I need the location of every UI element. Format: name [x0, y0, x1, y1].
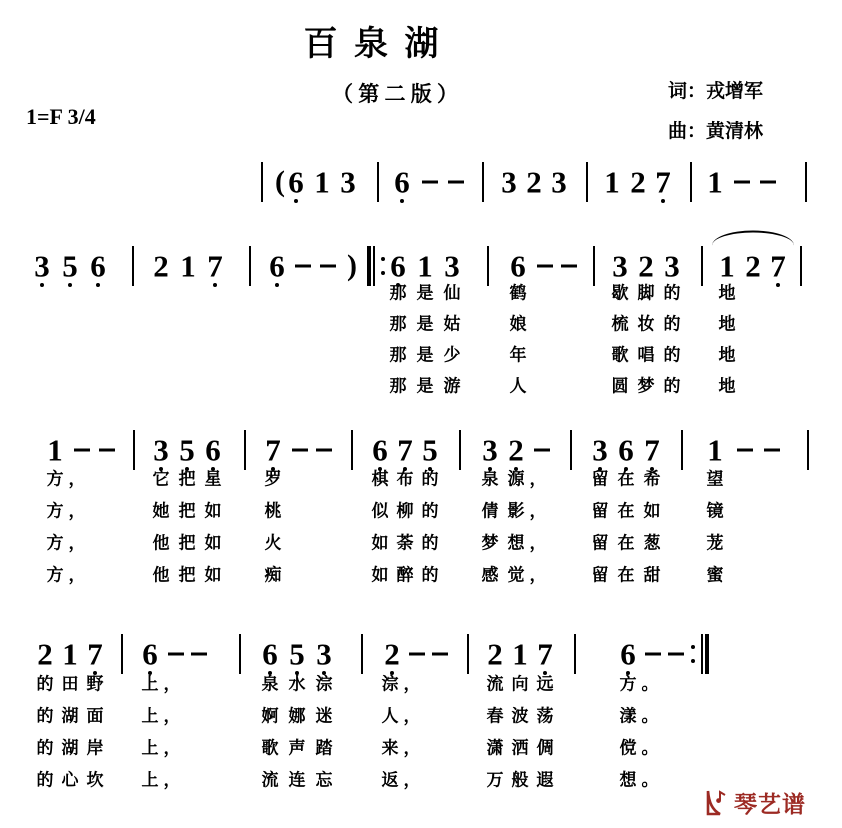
lyric-syllable: 的	[421, 533, 439, 553]
lyric-syllable: 春	[486, 706, 504, 726]
note-6: 6	[142, 636, 158, 672]
note-2: 2	[745, 248, 761, 284]
lyric-syllable: 地	[718, 376, 736, 396]
lyric-syllable: 姑	[443, 314, 461, 334]
lyric-syllable: 潇	[486, 738, 504, 758]
note-5: 5	[179, 432, 195, 468]
lyric-syllable: 仙	[443, 283, 461, 303]
lyric-syllable: 棋	[371, 469, 389, 489]
lyric-syllable: 般	[511, 770, 529, 790]
lyric-syllable: 醉	[396, 565, 414, 585]
lyric-syllable: 方	[46, 469, 64, 489]
lyric-syllable: 在	[617, 501, 635, 521]
note-2: 2	[153, 248, 169, 284]
lyric-syllable: ，	[529, 565, 547, 585]
lyric-syllable: 忘	[315, 770, 333, 790]
lyric-syllable: 蜜	[706, 565, 724, 585]
note-2: 2	[37, 636, 53, 672]
lyric-syllable: 歌	[611, 345, 629, 365]
song-subtitle: （ 第 二 版 ）	[332, 82, 458, 106]
lyric-syllable: 那	[389, 314, 407, 334]
note-1: 1	[180, 248, 196, 284]
lyric-syllable: 梦	[637, 376, 655, 396]
lyric-syllable: 声	[288, 738, 306, 758]
note-6: 6	[390, 248, 406, 284]
note-1: 1	[62, 636, 78, 672]
lyric-syllable: 倜	[536, 738, 554, 758]
lyric-syllable: 。	[641, 674, 659, 694]
note-7: 7	[87, 636, 103, 672]
lyric-syllable: 流	[486, 674, 504, 694]
note-3: 3	[612, 248, 628, 284]
lyric-syllable: 婀	[261, 706, 279, 726]
lyric-syllable: 是	[416, 345, 434, 365]
lyric-syllable: 上	[141, 738, 159, 758]
lyric-syllable: 梦	[481, 533, 499, 553]
lyric-syllable: 。	[641, 738, 659, 758]
parenthesis: (	[275, 165, 285, 198]
lyric-syllable: 在	[617, 533, 635, 553]
lyric-syllable: 是	[416, 314, 434, 334]
lyric-syllable: 上	[141, 674, 159, 694]
note-1: 1	[47, 432, 63, 468]
lyric-syllable: 人	[381, 706, 399, 726]
lyric-syllable: ，	[529, 501, 547, 521]
note-6: 6	[262, 636, 278, 672]
lyric-syllable: 连	[288, 770, 306, 790]
lyric-syllable: ，	[529, 533, 547, 553]
lyric-syllable: 年	[509, 345, 527, 365]
lyric-syllable: 觉	[507, 565, 525, 585]
note-7: 7	[644, 432, 660, 468]
lyric-syllable: 茏	[706, 533, 724, 553]
lyric-syllable: 万	[486, 770, 504, 790]
lyric-syllable: 唱	[637, 345, 655, 365]
note-7: 7	[207, 248, 223, 284]
lyric-syllable: ，	[403, 706, 421, 726]
lyric-syllable: 的	[421, 565, 439, 585]
lyric-syllable: 那	[389, 376, 407, 396]
lyric-syllable: 地	[718, 283, 736, 303]
lyric-syllable: 在	[617, 469, 635, 489]
note-2: 2	[526, 164, 542, 200]
lyric-syllable: 的	[663, 283, 681, 303]
lyric-syllable: 柳	[396, 501, 414, 521]
lyric-syllable: 踏	[315, 738, 333, 758]
lyric-syllable: 把	[178, 565, 196, 585]
lyric-syllable: 迷	[315, 706, 333, 726]
note-2: 2	[487, 636, 503, 672]
lyric-syllable: 痴	[264, 565, 282, 585]
lyric-syllable: 如	[371, 565, 389, 585]
lyric-syllable: 布	[396, 469, 414, 489]
lyric-syllable: 水	[288, 674, 306, 694]
lyric-syllable: 的	[421, 469, 439, 489]
note-7: 7	[655, 164, 671, 200]
lyric-syllable: 那	[389, 345, 407, 365]
lyric-syllable: ，	[403, 674, 421, 694]
lyric-syllable: 想	[619, 770, 637, 790]
lyric-syllable: 似	[371, 501, 389, 521]
note-1: 1	[707, 164, 723, 200]
note-3: 3	[34, 248, 50, 284]
lyric-syllable: 星	[204, 469, 222, 489]
composer-credit: 曲：黄清林	[668, 121, 764, 142]
lyric-syllable: 在	[617, 565, 635, 585]
lyric-syllable: ，	[163, 706, 181, 726]
lyric-syllable: 她	[152, 501, 170, 521]
lyric-syllable: 葱	[643, 533, 661, 553]
lyric-syllable: 把	[178, 469, 196, 489]
note-1: 1	[707, 432, 723, 468]
lyric-syllable: 留	[591, 533, 609, 553]
lyric-syllable: 洒	[511, 738, 529, 758]
note-6: 6	[620, 636, 636, 672]
lyric-syllable: 妆	[637, 314, 655, 334]
lyric-syllable: 人	[509, 376, 527, 396]
lyric-syllable: 的	[36, 770, 54, 790]
lyric-syllable: 漾	[619, 706, 637, 726]
note-3: 3	[482, 432, 498, 468]
lyric-syllable: 脚	[637, 283, 655, 303]
note-5: 5	[62, 248, 78, 284]
lyric-syllable: 上	[141, 706, 159, 726]
note-5: 5	[422, 432, 438, 468]
lyric-syllable: 心	[61, 770, 79, 790]
lyric-syllable: 上	[141, 770, 159, 790]
lyric-syllable: 方	[46, 533, 64, 553]
lyric-syllable: 如	[204, 501, 222, 521]
note-3: 3	[664, 248, 680, 284]
note-6: 6	[394, 164, 410, 200]
lyric-syllable: 如	[643, 501, 661, 521]
lyric-syllable: 少	[443, 345, 461, 365]
note-1: 1	[417, 248, 433, 284]
note-5: 5	[289, 636, 305, 672]
lyric-syllable: 甜	[643, 565, 661, 585]
note-6: 6	[269, 248, 285, 284]
note-3: 3	[153, 432, 169, 468]
lyric-syllable: 影	[507, 501, 525, 521]
note-2: 2	[508, 432, 524, 468]
music-note-logo-icon	[701, 787, 731, 819]
note-6: 6	[205, 432, 221, 468]
lyric-syllable: 岸	[86, 738, 104, 758]
note-1: 1	[604, 164, 620, 200]
lyric-syllable: 感	[481, 565, 499, 585]
lyric-syllable: 傥	[619, 738, 637, 758]
lyric-syllable: ，	[68, 533, 86, 553]
note-6: 6	[288, 164, 304, 200]
lyric-syllable: 罗	[264, 469, 282, 489]
song-title: 百 泉 湖	[303, 26, 443, 63]
lyric-syllable: 远	[536, 674, 554, 694]
note-3: 3	[316, 636, 332, 672]
note-6: 6	[510, 248, 526, 284]
lyric-syllable: 面	[86, 706, 104, 726]
lyric-syllable: ，	[68, 501, 86, 521]
note-7: 7	[265, 432, 281, 468]
note-2: 2	[630, 164, 646, 200]
lyric-syllable: 遐	[536, 770, 554, 790]
lyric-syllable: 坎	[86, 770, 104, 790]
note-1: 1	[512, 636, 528, 672]
note-1: 1	[314, 164, 330, 200]
lyric-syllable: 荼	[396, 533, 414, 553]
lyric-syllable: 如	[204, 533, 222, 553]
lyric-syllable: 的	[663, 376, 681, 396]
lyric-syllable: 鹤	[509, 283, 527, 303]
note-2: 2	[638, 248, 654, 284]
lyric-syllable: 圆	[611, 376, 629, 396]
lyric-syllable: 留	[591, 565, 609, 585]
lyric-syllable: 。	[641, 706, 659, 726]
lyric-syllable: 它	[152, 469, 170, 489]
lyric-syllable: 泉	[261, 674, 279, 694]
lyric-syllable: ，	[163, 738, 181, 758]
lyric-syllable: 他	[152, 565, 170, 585]
lyric-syllable: 梳	[611, 314, 629, 334]
lyric-syllable: 希	[643, 469, 661, 489]
lyric-syllable: 留	[591, 501, 609, 521]
lyric-syllable: 。	[641, 770, 659, 790]
lyric-syllable: 桃	[264, 501, 282, 521]
lyric-syllable: 地	[718, 314, 736, 334]
lyricist-credit: 词：戎增军	[668, 81, 764, 102]
lyric-syllable: 如	[204, 565, 222, 585]
lyric-syllable: ，	[529, 469, 547, 489]
note-3: 3	[340, 164, 356, 200]
lyric-syllable: 他	[152, 533, 170, 553]
lyric-syllable: 方	[46, 565, 64, 585]
note-2: 2	[384, 636, 400, 672]
lyric-syllable: ，	[163, 674, 181, 694]
publisher-watermark	[701, 786, 806, 819]
lyric-syllable: 镜	[706, 501, 724, 521]
publisher-watermark-text: 琴艺谱	[734, 791, 806, 817]
lyric-syllable: 来	[381, 738, 399, 758]
lyric-syllable: 波	[511, 706, 529, 726]
lyric-syllable: 方	[46, 501, 64, 521]
note-6: 6	[372, 432, 388, 468]
lyric-syllable: 娘	[509, 314, 527, 334]
lyric-syllable: 泉	[481, 469, 499, 489]
lyric-syllable: 田	[61, 674, 79, 694]
note-7: 7	[537, 636, 553, 672]
note-7: 7	[770, 248, 786, 284]
lyric-syllable: 向	[511, 674, 529, 694]
lyric-syllable: 荡	[536, 706, 554, 726]
lyric-syllable: ，	[163, 770, 181, 790]
lyric-syllable: 野	[86, 674, 104, 694]
lyric-syllable: 望	[706, 469, 724, 489]
lyric-syllable: 的	[36, 674, 54, 694]
lyric-syllable: 歇	[611, 283, 629, 303]
note-3: 3	[592, 432, 608, 468]
lyric-syllable: 的	[36, 706, 54, 726]
lyric-syllable: 火	[264, 533, 282, 553]
lyric-syllable: ，	[403, 738, 421, 758]
lyric-syllable: 把	[178, 501, 196, 521]
lyric-syllable: 娜	[288, 706, 306, 726]
lyric-syllable: 是	[416, 283, 434, 303]
lyric-syllable: 留	[591, 469, 609, 489]
lyric-syllable: 的	[421, 501, 439, 521]
lyric-syllable: 歌	[261, 738, 279, 758]
lyric-syllable: 的	[663, 345, 681, 365]
note-6: 6	[90, 248, 106, 284]
lyric-syllable: 是	[416, 376, 434, 396]
lyric-syllable: 倩	[481, 501, 499, 521]
lyric-syllable: 方	[619, 674, 637, 694]
lyric-syllable: 返	[381, 770, 399, 790]
lyric-syllable: 那	[389, 283, 407, 303]
lyric-syllable: 如	[371, 533, 389, 553]
lyric-syllable: ，	[403, 770, 421, 790]
lyric-syllable: 淙	[315, 674, 333, 694]
note-3: 3	[501, 164, 517, 200]
lyric-syllable: 源	[507, 469, 525, 489]
lyric-syllable: 的	[663, 314, 681, 334]
lyric-syllable: ，	[68, 565, 86, 585]
lyric-syllable: 把	[178, 533, 196, 553]
lyric-syllable: ，	[68, 469, 86, 489]
note-3: 3	[444, 248, 460, 284]
key-time-signature: 1=F 3/4	[26, 104, 96, 129]
lyric-syllable: 想	[507, 533, 525, 553]
parenthesis: )	[347, 249, 357, 282]
note-3: 3	[551, 164, 567, 200]
note-7: 7	[397, 432, 413, 468]
note-1: 1	[719, 248, 735, 284]
lyric-syllable: 游	[443, 376, 461, 396]
note-6: 6	[618, 432, 634, 468]
lyric-syllable: 湖	[61, 738, 79, 758]
lyric-syllable: 的	[36, 738, 54, 758]
lyric-syllable: 湖	[61, 706, 79, 726]
lyric-syllable: 淙	[381, 674, 399, 694]
lyric-syllable: 流	[261, 770, 279, 790]
lyric-syllable: 地	[718, 345, 736, 365]
